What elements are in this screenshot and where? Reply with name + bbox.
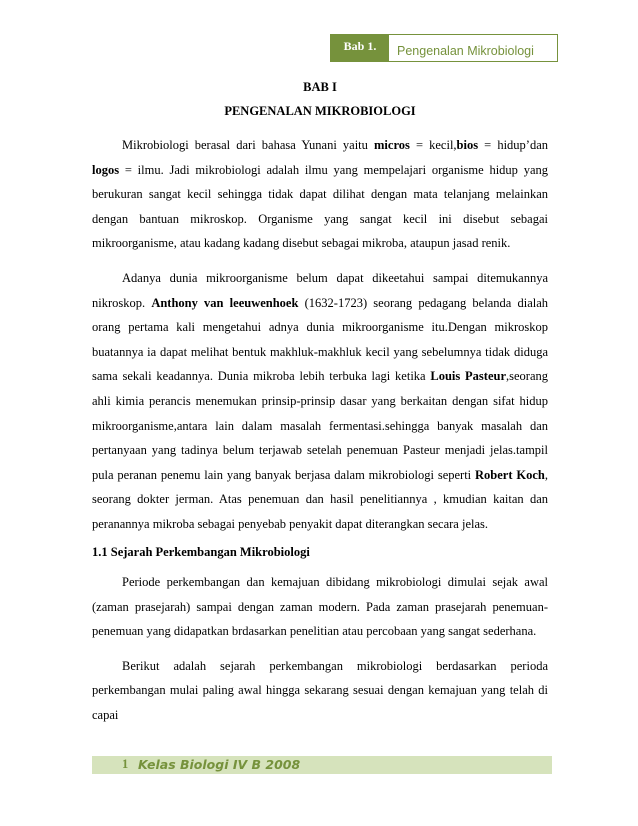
chapter-number: BAB I <box>303 80 337 94</box>
paragraph-1 <box>92 133 548 256</box>
bold-term: micros <box>374 138 410 152</box>
text-run: ,seorang ahli kimia perancis menemukan prinsip-prinsip dasar yang berkaitan dengan sifat hidup mikroorganisme,antara lain dalam masalah fermentasi.sehingga banyak masalah dan pertanyaan yang tadinya belum terjawab setelah penemuan Pasteur menjadi jelas.tampil pula peranan penemu lain yang banyak berjasa dalam mikrobiologi seperti <box>92 369 549 482</box>
section-heading: 1.1 Sejarah Perkembangan Mikrobiologi <box>92 545 310 559</box>
footer-text: Kelas Biologi IV B 2008 <box>138 757 301 772</box>
bold-term: Anthony van leeuwenhoek <box>151 295 299 310</box>
bold-term: bios <box>456 138 479 152</box>
paragraph-4: Berikut adalah sejarah perkembangan mikrobiologi berdasarkan perioda perkembangan mulai paling awal hingga sekarang sesuai dengan kemajuan yang telah di capai <box>92 658 548 722</box>
text-run: = kecil, <box>409 138 457 152</box>
text-run: , seorang dokter jerman. Atas penemuan dan hasil penelitiannya , kmudian kaitan dan peranannya mikroba sebagai penyebab penyakit dapat diterangkan secara jelas. <box>92 467 548 531</box>
page-number: 1 <box>122 757 129 771</box>
bold-term: Robert Koch <box>475 467 545 482</box>
paragraph-3: Periode perkembangan dan kemajuan dibidang mikrobiologi dimulai sejak awal (zaman prasejarah) sampai dengan zaman modern. Pada zaman prasejarah penemuan-penemuan yang didapatkan brdasarkan penelitian atau percobaan yang sangat sederhana. <box>92 575 548 639</box>
running-header <box>330 34 558 62</box>
text-run: = ilmu. Jadi mikrobiologi adalah ilmu yang mempelajari organisme hidup yang berukuran sangat kecil sehingga tidak dapat dilihat dengan mata telanjang melainkan dengan bantuan mikroskop. Organisme yang sangat kecil ini disebut sebagai mikroorganisme, atau kadang kadang disebut sebagai mikroba, ataupun jasad renik. <box>92 162 548 251</box>
chapter-title: PENGENALAN MIKROBIOLOGI <box>224 104 416 118</box>
topic-label: Pengenalan Mikrobiologi <box>389 35 557 61</box>
text-run: Mikrobiologi berasal dari bahasa Yunani yaitu <box>122 138 375 152</box>
text-run: = hidup’dan <box>478 138 549 152</box>
bold-term: logos <box>92 162 120 177</box>
footer-bar <box>92 756 552 774</box>
paragraph-2 <box>92 266 548 537</box>
chapter-label: Bab 1. <box>331 35 389 61</box>
bold-term: Louis Pasteur <box>430 369 507 384</box>
text-run: (1632-1723) seorang pedagang belanda dialah orang pertama kali mengetahui adnya dunia mikroorganisme itu.Dengan mikroskop buatannya ia dapat melihat bentuk makhluk-makhluk kecil yang sebelumnya tidak diduga sama sekali keadannya. Dunia mikroba lebih terbuka lagi ketika <box>92 295 549 384</box>
section-body <box>92 570 548 728</box>
text-run: Adanya dunia mikroorganisme belum dapat dikeetahui sampai ditemukannya nikroskop. <box>92 270 548 310</box>
page-body <box>92 80 548 537</box>
